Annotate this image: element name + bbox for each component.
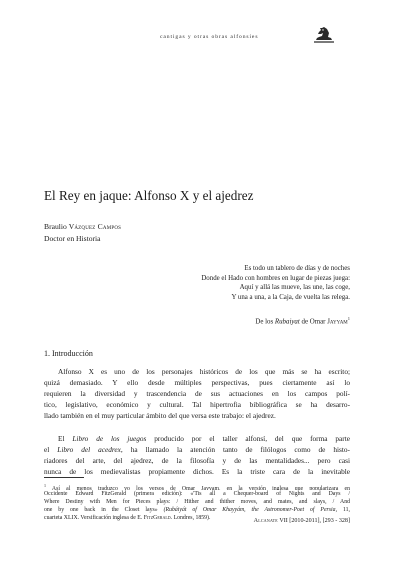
attribution-work: Rubaiyat <box>274 318 300 326</box>
book-title: Libro del acedrex <box>57 445 121 455</box>
attribution-prefix: De los <box>255 318 274 326</box>
footnote-line <box>44 482 350 490</box>
journal-issue: VII [2010-2011], [293 - 328] <box>279 518 350 524</box>
footnote-rule <box>44 477 84 478</box>
paragraph-1 <box>44 366 350 421</box>
epigraph-line: Y una a una, a la Caja, de vuelta las relega. <box>231 294 350 302</box>
footnote <box>44 482 350 522</box>
footnote-ref[interactable]: 1 <box>347 316 350 321</box>
text-run: one by one back in the Closet lays» <box>44 507 158 514</box>
attribution-mid: de Omar <box>301 318 326 326</box>
footnote-line: Occidente Edward FitzGerald (primera edición): «'Tis all a Chequer-board of Nights and Days / <box>44 491 350 498</box>
author-name <box>44 222 121 231</box>
article-title: El Rey en jaque: Alfonso X y el ajedrez <box>44 188 254 203</box>
epigraph <box>150 264 350 303</box>
book-title: Libro de los juegos <box>72 434 147 443</box>
page-footer <box>226 518 350 524</box>
epigraph-line: Aquí y allá las mueve, las une, las coge, <box>239 284 350 292</box>
text-run: Así al menos traduzco yo los versos de Omar Jayyam, en la versión inglesa que popularizara en <box>51 485 350 491</box>
footnote-line <box>44 506 350 514</box>
text-run: el <box>44 445 50 455</box>
paragraph-line: Alfonso X es uno de los personajes históricos de los que más se ha escrito; <box>58 367 350 376</box>
text-run: El <box>58 434 65 443</box>
text-run: producido por el taller alfonsí, del que forma parte <box>154 434 350 443</box>
paragraph-2 <box>44 433 350 477</box>
paragraph-line: quizá demasiado. Y ello desde múltiples perspectivas, pues ciertamente así lo <box>44 378 350 388</box>
epigraph-line: Donde el Hado con hombres en lugar de piezas juega: <box>201 274 350 282</box>
author-affiliation: Doctor en Historia <box>44 234 101 243</box>
author-last-name: Vázquez Campos <box>68 222 122 231</box>
footnote-marker: 1 <box>44 483 46 488</box>
paragraph-line <box>44 444 350 455</box>
paragraph-line: tico, legislativo, económico y cultural. Tal hipertrofia bibliográfica se ha desarro- <box>44 400 350 410</box>
text-run: cuarteta XLIX. Versificación inglesa de E. <box>44 515 143 522</box>
text-run: , 11, <box>335 507 350 514</box>
book-title: (Rubáiyát of Omar Khayyám, the Astronomer-Poet of Persia <box>163 507 336 514</box>
section-heading: 1. Introducción <box>44 349 93 358</box>
paragraph-line: nunca de los medievalistas propiamente dichos. Es la triste cara de la inevitable <box>44 467 350 477</box>
journal-name: Alcanate <box>253 518 278 524</box>
paragraph-line: requieren la diversidad y trascendencia de sus actuaciones en los campos polí- <box>44 389 350 399</box>
text-run: . Londres, 1859). <box>170 515 211 522</box>
epigraph-line: Es todo un tablero de días y de noches <box>244 265 350 272</box>
text-run: FitzGerald <box>143 515 171 522</box>
paragraph-line: llado también en el muy particular ámbito del que versa este trabajo: el ajedrez. <box>44 411 276 421</box>
author-first-name: Braulio <box>44 222 67 231</box>
footnote-line: Where Destiny with Men for Pieces plays: / Hither and thither moves, and mates, and slays, / And <box>44 499 350 506</box>
paragraph-line <box>44 433 350 444</box>
attribution-author: Jayyam <box>327 318 348 326</box>
running-head: cantigas y otras obras alfonsíes <box>160 34 259 40</box>
chess-knight-logo-icon <box>312 24 336 44</box>
text-run: , ha llamado la atención tanto de filólogos como de histo- <box>120 445 350 455</box>
paragraph-line: riadores del arte, del ajedrez, de la filosofía y de las mentalidades... pero casi <box>44 456 350 466</box>
epigraph-attribution <box>150 316 350 325</box>
